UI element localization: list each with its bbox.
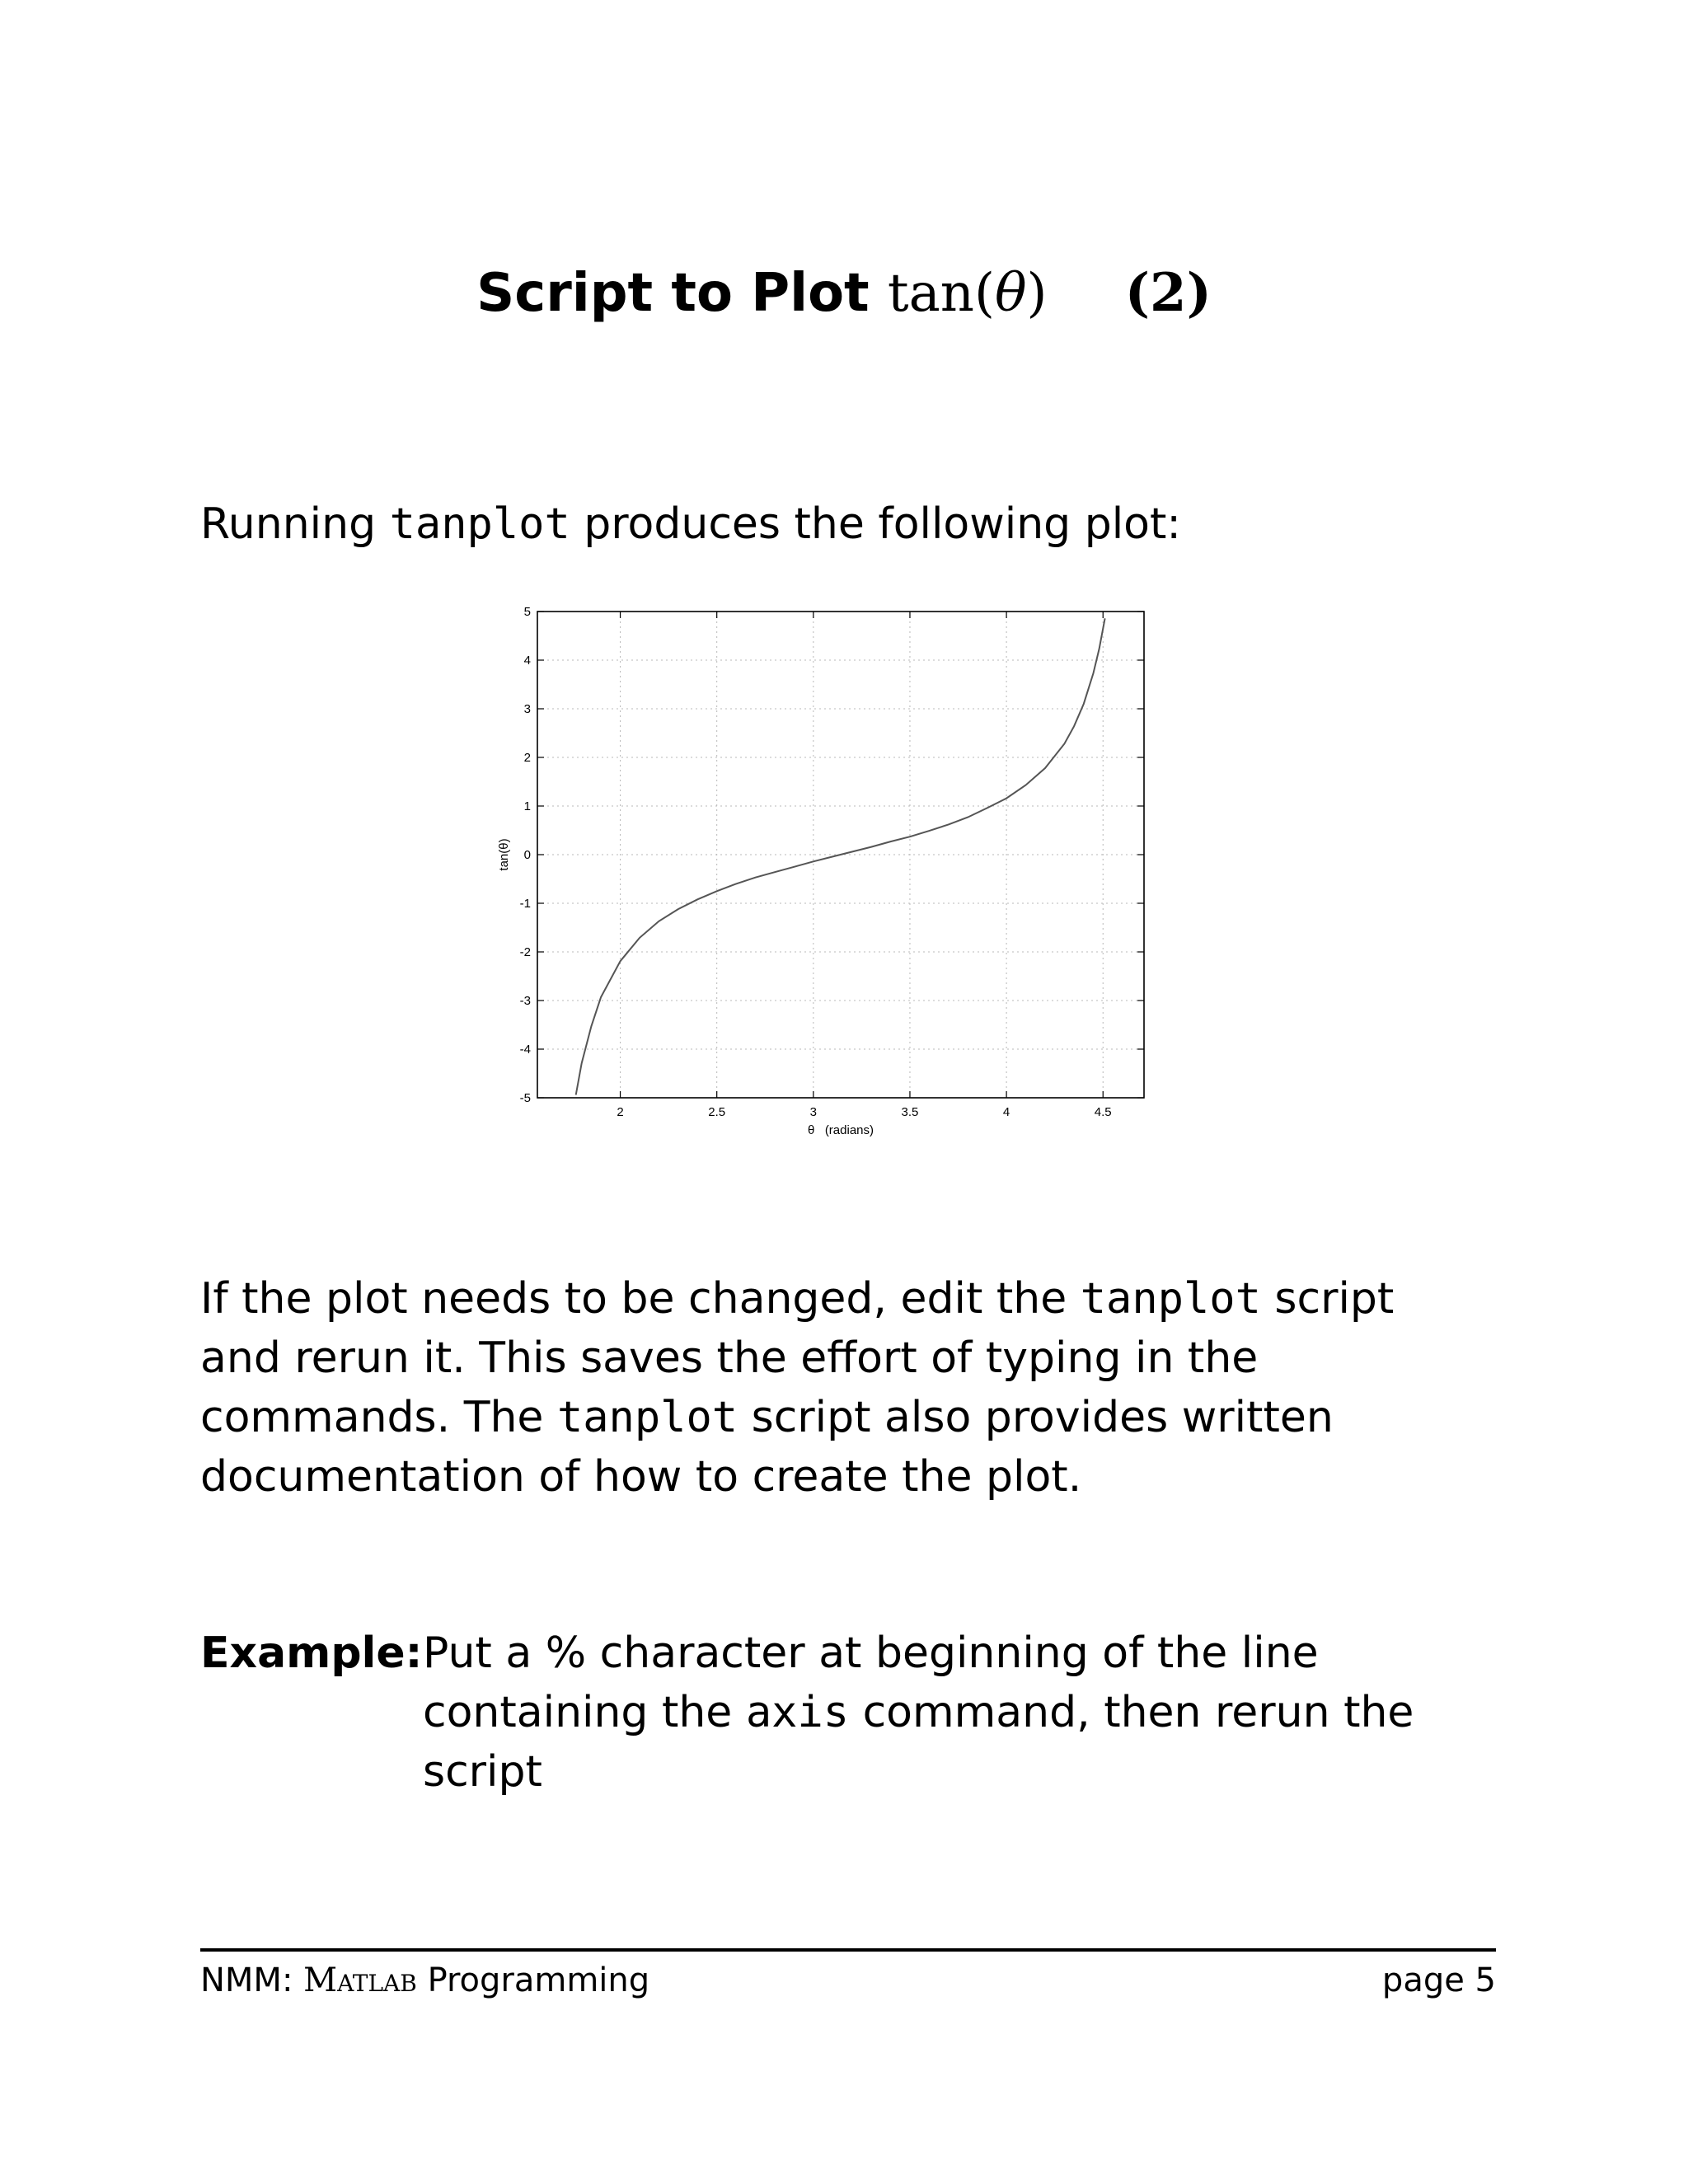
y-tick-label: 1	[523, 799, 531, 813]
footer-suffix: Programming	[416, 1961, 650, 1999]
title-text: Script to Plot	[476, 263, 870, 324]
title-number: (2)	[1124, 262, 1212, 324]
title-open-paren: (	[974, 263, 995, 324]
para-post: script also provides written documentation of how to create the plot.	[200, 1393, 1334, 1502]
para-code-2: tanplot	[556, 1393, 738, 1442]
y-tick-label: 5	[523, 605, 531, 619]
y-tick-label: -1	[519, 897, 531, 911]
intro-pre: Running	[200, 499, 390, 549]
x-tick-label: 2.5	[708, 1105, 726, 1119]
para-mid: script and rerun it. This saves the effort of typing in the commands. The	[200, 1274, 1395, 1442]
para-pre: If the plot needs to be changed, edit the	[200, 1274, 1081, 1324]
y-tick-label: -4	[519, 1043, 531, 1057]
footer-course	[200, 1960, 649, 2001]
footer-prefix: NMM:	[200, 1961, 304, 1999]
example-pre: Put a % character at beginning of the line containing the	[423, 1629, 1319, 1737]
x-axis-label: θ (radians)	[807, 1123, 874, 1137]
explanation-paragraph	[200, 1269, 1486, 1507]
x-tick-label: 3.5	[901, 1105, 919, 1119]
y-tick-label: 2	[523, 751, 531, 765]
title-func: tan	[887, 263, 974, 324]
example-code: axis	[745, 1688, 850, 1737]
y-tick-label: 4	[523, 654, 531, 668]
y-tick-label: 3	[523, 702, 531, 716]
y-tick-label: -2	[519, 945, 531, 959]
y-tick-label: -3	[519, 994, 531, 1008]
example-text	[423, 1624, 1494, 1802]
tan-plot-chart	[486, 593, 1195, 1154]
y-tick-label: -5	[519, 1091, 531, 1105]
footer-rule	[200, 1948, 1496, 1952]
x-tick-label: 4	[1002, 1105, 1010, 1119]
intro-text	[200, 494, 1181, 554]
x-tick-label: 3	[809, 1105, 817, 1119]
y-tick-label: 0	[523, 848, 531, 862]
title-theta: θ	[994, 263, 1027, 324]
x-tick-label: 4.5	[1094, 1105, 1112, 1119]
tan-curve	[576, 618, 1105, 1094]
title-math	[888, 263, 1048, 324]
footer-page-number: page 5	[1381, 1961, 1496, 1999]
example-post: command, then rerun the script	[423, 1688, 1414, 1797]
para-code-1: tanplot	[1080, 1274, 1261, 1324]
footer-matlab: Matlab	[303, 1961, 417, 1999]
tan-plot-figure	[486, 593, 1195, 1157]
intro-code: tanplot	[389, 499, 570, 549]
title-close-paren: )	[1026, 263, 1048, 324]
example-label: Example:	[200, 1629, 423, 1678]
y-axis-label: tan(θ)	[497, 838, 511, 871]
x-tick-label: 2	[617, 1105, 624, 1119]
intro-post: produces the following plot:	[570, 499, 1181, 549]
slide-title	[0, 262, 1688, 324]
